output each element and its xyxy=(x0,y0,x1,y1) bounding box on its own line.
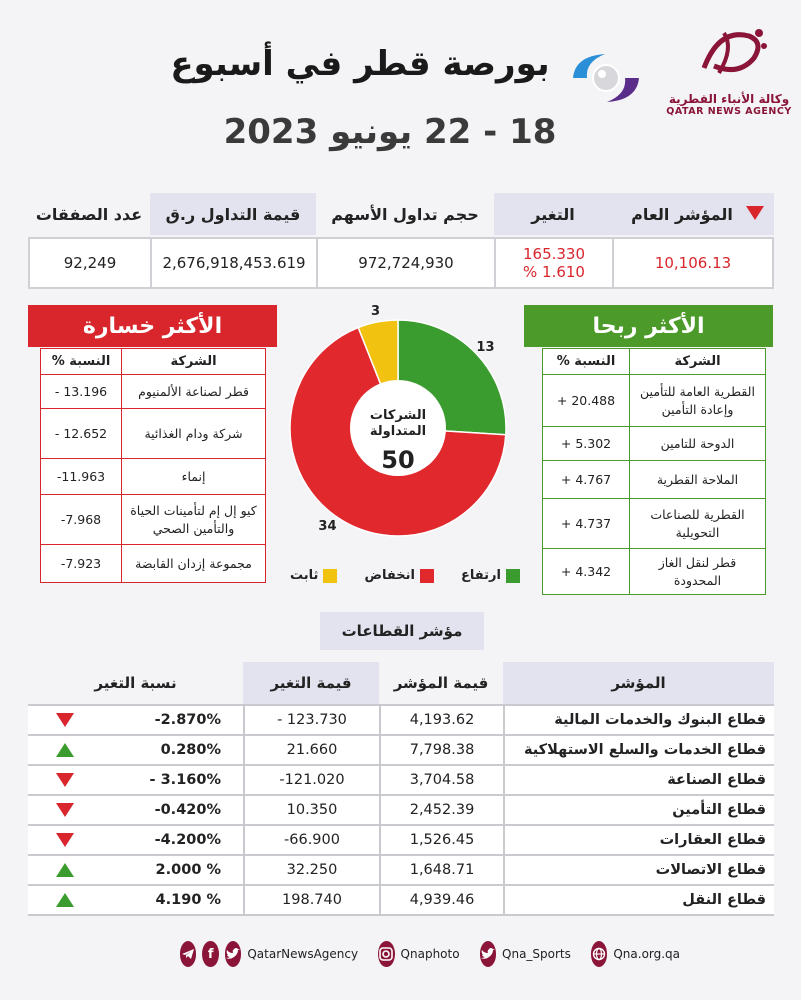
company-pct: + 20.488 xyxy=(543,375,630,427)
donut-center-value: 50 xyxy=(381,446,415,474)
sector-name: قطاع البنوك والخدمات المالية xyxy=(503,706,774,734)
change-cell xyxy=(494,239,612,287)
globe-icon[interactable] xyxy=(591,941,607,967)
sector-index-value: 4,939.46 xyxy=(379,886,503,914)
qna-name-english: QATAR NEWS AGENCY xyxy=(666,106,792,117)
footer-website[interactable]: Qna.org.qa xyxy=(613,947,681,961)
legend-label: ارتفاع xyxy=(461,568,501,583)
legend-swatch-yellow xyxy=(323,569,337,583)
header-index-label: المؤشر العام xyxy=(631,204,733,224)
sector-change-value: 32.250 xyxy=(243,856,379,884)
sector-name: قطاع النقل xyxy=(503,886,774,914)
sector-change-pct: 2.000 % xyxy=(155,862,221,878)
up-arrow-icon xyxy=(56,743,74,757)
sectors-title: مؤشر القطاعات xyxy=(320,612,484,650)
pie-value-label-1: 34 xyxy=(318,519,337,535)
sector-row xyxy=(28,826,774,856)
sector-col-change: قيمة التغير xyxy=(243,662,379,704)
company-pct: - 13.196 xyxy=(41,375,122,409)
company-name: قطر لنقل الغاز المحدودة xyxy=(630,549,766,595)
table-row xyxy=(41,459,266,495)
sector-change-value: -66.900 xyxy=(243,826,379,854)
losers-table xyxy=(40,348,266,583)
sector-col-index: قيمة المؤشر xyxy=(379,662,503,704)
general-index-values xyxy=(28,237,774,289)
sector-index-value: 1,526.45 xyxy=(379,826,503,854)
sector-index-value: 2,452.39 xyxy=(379,796,503,824)
change-value: 165.330 xyxy=(522,245,586,263)
sector-index-value: 1,648.71 xyxy=(379,856,503,884)
twitter-icon[interactable] xyxy=(225,941,241,967)
sector-col-pct: نسبة التغير xyxy=(28,662,243,704)
deals-value: 92,249 xyxy=(63,254,117,272)
down-arrow-icon xyxy=(56,773,74,787)
header-deals: عدد الصفقات xyxy=(28,193,150,235)
instagram-icon[interactable] xyxy=(378,941,394,967)
legend-item-flat xyxy=(290,568,337,583)
sector-name: قطاع التأمين xyxy=(503,796,774,824)
sector-change-pct-cell xyxy=(28,886,243,914)
sector-change-pct: -0.420% xyxy=(154,802,221,818)
qatar-exchange-logo-icon xyxy=(565,48,647,108)
header-volume: حجم تداول الأسهم xyxy=(316,193,494,235)
down-arrow-icon xyxy=(56,833,74,847)
table-row xyxy=(41,545,266,583)
header-change: التغير xyxy=(494,193,612,235)
table-row xyxy=(543,461,766,499)
sector-index-value: 3,704.58 xyxy=(379,766,503,794)
sector-change-pct-cell xyxy=(28,736,243,764)
sector-change-value: - 123.730 xyxy=(243,706,379,734)
sector-change-value: -121.020 xyxy=(243,766,379,794)
sectors-table xyxy=(28,662,774,916)
losers-col-company: الشركة xyxy=(122,349,266,375)
sector-index-value: 4,193.62 xyxy=(379,706,503,734)
losers-col-pct: النسبة % xyxy=(41,349,122,375)
sector-name: قطاع العقارات xyxy=(503,826,774,854)
legend-label: ثابت xyxy=(290,568,319,583)
header-value: قيمة التداول ر.ق xyxy=(150,193,316,235)
trade-value: 2,676,918,453.619 xyxy=(150,239,316,287)
legend-item-up xyxy=(461,568,520,583)
sector-change-value: 10.350 xyxy=(243,796,379,824)
gainers-table xyxy=(542,348,766,595)
qna-emblem-icon xyxy=(664,18,794,88)
sector-name: قطاع الخدمات والسلع الاستهلاكية xyxy=(503,736,774,764)
general-index-table xyxy=(28,193,774,289)
change-percent: % 1.610 xyxy=(523,263,585,281)
sector-rows xyxy=(28,704,774,916)
index-value: 10,106.13 xyxy=(612,239,772,287)
footer-handle-sports[interactable]: Qna_Sports xyxy=(502,947,571,961)
company-pct: -7.968 xyxy=(41,495,122,545)
qna-logo xyxy=(664,18,794,118)
losers-title: الأكثر خسارة xyxy=(28,305,277,347)
pie-value-label-2: 3 xyxy=(370,304,381,320)
company-name: مجموعة إزدان القابضة xyxy=(122,545,266,583)
sector-row xyxy=(28,856,774,886)
down-arrow-icon xyxy=(56,713,74,727)
up-arrow-icon xyxy=(56,863,74,877)
sectors-header xyxy=(28,662,774,704)
table-row xyxy=(543,549,766,595)
sector-change-pct: 4.190 % xyxy=(155,892,221,908)
up-arrow-icon xyxy=(56,893,74,907)
company-name: القطرية العامة للتأمين وإعادة التأمين xyxy=(630,375,766,427)
sector-change-pct: -2.870% xyxy=(154,712,221,728)
legend-item-down xyxy=(365,568,434,583)
sector-row xyxy=(28,706,774,736)
sector-row xyxy=(28,796,774,826)
sector-change-pct-cell xyxy=(28,826,243,854)
legend-swatch-red xyxy=(420,569,434,583)
chart-legend xyxy=(290,568,520,583)
sector-change-pct: 0.280% xyxy=(160,742,221,758)
company-pct: -11.963 xyxy=(41,459,122,495)
company-name: القطرية للصناعات التحويلية xyxy=(630,499,766,549)
company-name: إنماء xyxy=(122,459,266,495)
date-range: 18 - 22 يونيو 2023 xyxy=(223,112,557,152)
company-name: الدوحة للتامين xyxy=(630,427,766,461)
sector-change-value: 21.660 xyxy=(243,736,379,764)
table-row xyxy=(543,499,766,549)
company-name: كيو إل إم لتأمينات الحياة والتأمين الصحي xyxy=(122,495,266,545)
company-pct: -7.923 xyxy=(41,545,122,583)
sector-row xyxy=(28,886,774,916)
header-index xyxy=(612,193,774,235)
company-name: الملاحة القطرية xyxy=(630,461,766,499)
sector-name: قطاع الصناعة xyxy=(503,766,774,794)
qna-name-arabic: وكالة الأنباء القطرية xyxy=(668,92,790,106)
company-pct: + 5.302 xyxy=(543,427,630,461)
sector-row xyxy=(28,736,774,766)
table-row xyxy=(543,375,766,427)
table-row xyxy=(41,409,266,459)
donut-center-label: الشركات المتداولة xyxy=(369,408,427,439)
sector-name: قطاع الاتصالات xyxy=(503,856,774,884)
footer-handle-main[interactable]: QatarNewsAgency xyxy=(247,947,359,961)
legend-label: انخفاض xyxy=(364,568,415,583)
company-pct: + 4.342 xyxy=(543,549,630,595)
table-row xyxy=(41,495,266,545)
volume-value: 972,724,930 xyxy=(316,239,494,287)
general-index-header xyxy=(28,193,774,235)
sector-change-pct: -4.200% xyxy=(154,832,221,848)
company-pct: + 4.737 xyxy=(543,499,630,549)
down-arrow-icon xyxy=(746,206,764,220)
page-title: بورصة قطر في أسبوع xyxy=(170,44,550,84)
sector-index-value: 7,798.38 xyxy=(379,736,503,764)
gainers-title: الأكثر ربحا xyxy=(524,305,773,347)
telegram-icon[interactable] xyxy=(180,941,196,967)
sector-change-pct-cell xyxy=(28,796,243,824)
down-arrow-icon xyxy=(56,803,74,817)
company-pct: - 12.652 xyxy=(41,409,122,459)
facebook-icon[interactable]: f xyxy=(202,941,218,967)
table-row xyxy=(543,427,766,461)
gainers-col-company: الشركة xyxy=(630,349,766,375)
twitter-sports-icon[interactable] xyxy=(480,941,496,967)
sector-row xyxy=(28,766,774,796)
sector-change-pct-cell xyxy=(28,766,243,794)
footer-handle-photo[interactable]: Qnaphoto xyxy=(400,947,460,961)
company-name: قطر لصناعة الألمنيوم xyxy=(122,375,266,409)
sector-change-pct: - 3.160% xyxy=(149,772,221,788)
gainers-col-pct: النسبة % xyxy=(543,349,630,375)
sector-change-pct-cell xyxy=(28,706,243,734)
pie-value-label-0: 13 xyxy=(476,339,495,355)
legend-swatch-green xyxy=(506,569,520,583)
sector-change-value: 198.740 xyxy=(243,886,379,914)
sector-change-pct-cell xyxy=(28,856,243,884)
footer xyxy=(180,938,680,970)
company-name: شركة ودام الغذائية xyxy=(122,409,266,459)
table-row xyxy=(41,375,266,409)
company-pct: + 4.767 xyxy=(543,461,630,499)
sector-col-name: المؤشر xyxy=(503,662,774,704)
